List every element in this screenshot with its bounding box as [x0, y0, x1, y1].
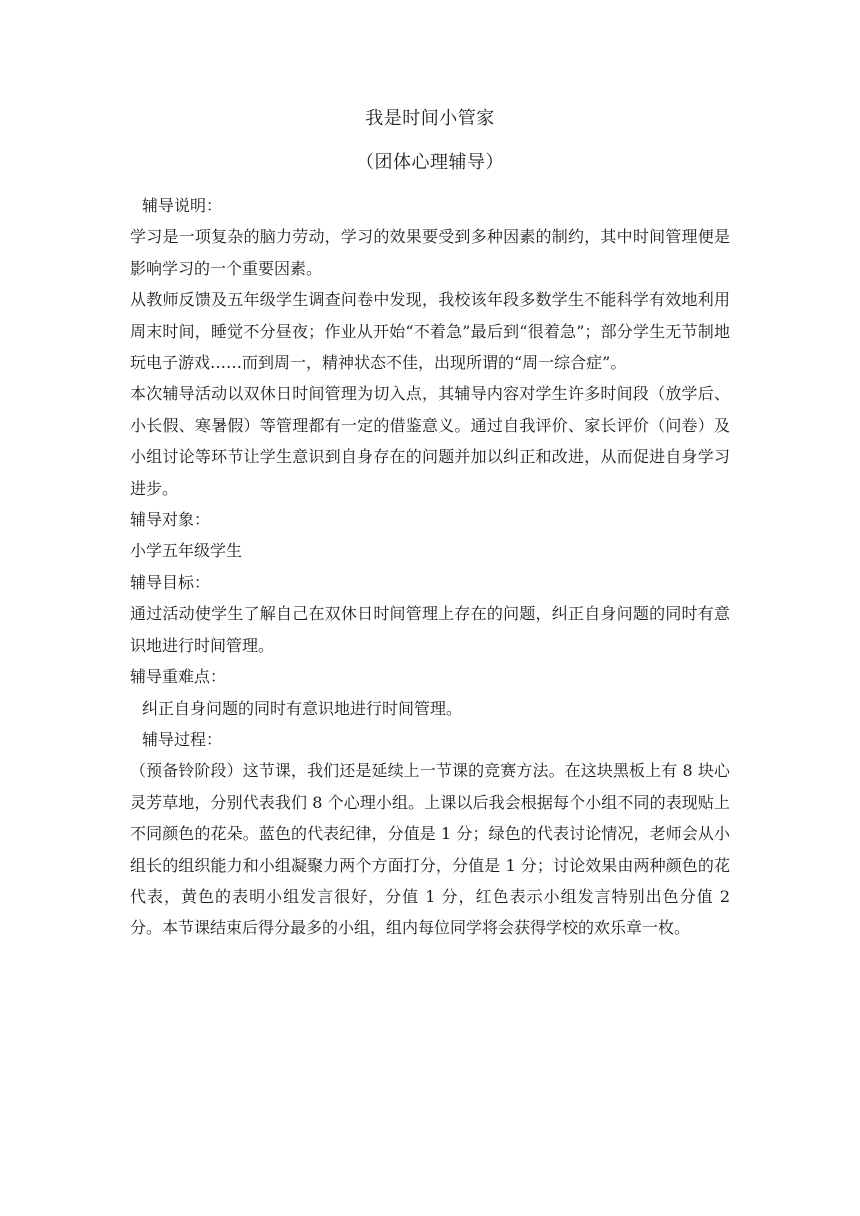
paragraph-key-points: 纠正自身问题的同时有意识地进行时间管理。 — [142, 698, 463, 718]
heading-guidance-notes: 辅导说明： — [142, 196, 223, 215]
heading-key-points: 辅导重难点： — [130, 667, 227, 687]
paragraph-learning-intro: 学习是一项复杂的脑力劳动，学习的效果要受到多种因素的制约，其中时间管理便是影响学习的一个重要因素。 — [130, 227, 730, 278]
heading-objectives: 辅导目标： — [130, 572, 211, 592]
paragraph-objectives: 通过活动使学生了解自己在双休日时间管理上存在的问题，纠正自身问题的同时有意识地进行时间管理。 — [130, 604, 730, 655]
paragraph-survey-findings: 从教师反馈及五年级学生调查问卷中发现，我校该年段多数学生不能科学有效地利用周末时间，睡觉不分昼夜；作业从开始“不着急”最后到“很着急”；部分学生无节制地玩电子游戏……而到周一，精神状态不佳，出现所谓的“周一综合症”。 — [130, 290, 730, 373]
paragraph-process-warmup: （预备铃阶段）这节课，我们还是延续上一节课的竞赛方法。在这块黑板上有 8 块心灵芳草地，分别代表我们 8 个心理小组。上课以后我会根据每个小组不同的表现贴上不同颜色的花朵。蓝色的代表纪律，分值是 1 分；绿色的代表讨论情况，老师会从小组长的组织能力和小组凝聚力两个方面打分，分值是 1 分；讨论效果由两种颜色的花代表，黄色的表明小组发言很好，分值 1 分，红色表示小组发言特别出色分值 2 分。本节课结束后得分最多的小组，组内每位同学将会获得学校的欢乐章一枚。 — [130, 761, 730, 938]
heading-process: 辅导过程： — [142, 729, 223, 749]
paragraph-target-audience: 小学五年级学生 — [130, 541, 243, 561]
paragraph-activity-purpose: 本次辅导活动以双休日时间管理为切入点，其辅导内容对学生许多时间段（放学后、小长假、寒暑假）等管理都有一定的借鉴意义。通过自我评价、家长评价（问卷）及小组讨论等环节让学生意识到自身存在的问题并加以纠正和改进，从而促进自身学习进步。 — [130, 384, 730, 498]
document-title: 我是时间小管家 — [365, 108, 495, 129]
heading-target-audience: 辅导对象： — [130, 510, 211, 530]
document-subtitle: （团体心理辅导） — [356, 152, 504, 173]
document-page — [130, 108, 730, 944]
